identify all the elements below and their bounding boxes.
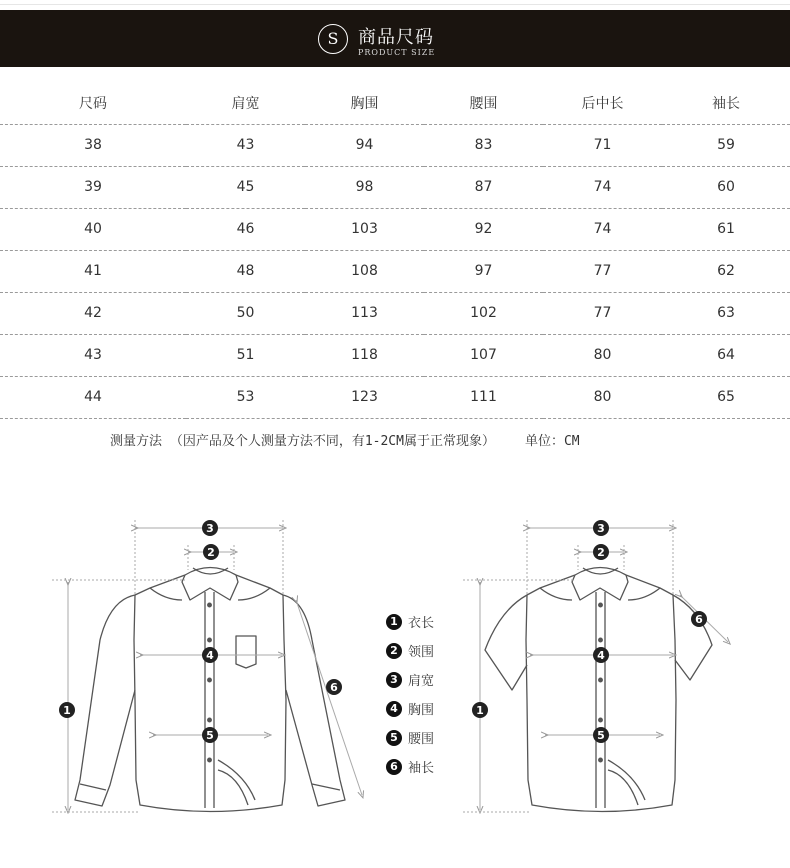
table-cell: 64 [717,347,735,363]
table-cell: 39 [84,179,102,195]
table-cell: 111 [470,389,497,405]
table-cell: 94 [355,137,374,153]
marker-3 [593,520,609,536]
table-cell: 118 [351,347,378,363]
table-cell: 80 [593,389,612,405]
table-cell: 113 [351,305,378,321]
table-cell: 42 [84,305,102,321]
table-cell: 48 [236,263,255,279]
long-sleeve-markers [59,520,342,743]
table-cell: 74 [593,221,612,237]
long-sleeve-shirt-drawing [75,568,345,812]
header-back-length: 后中长 [581,95,624,112]
table-cell: 46 [236,221,255,237]
svg-text:3: 3 [597,522,605,535]
table-cell: 62 [717,263,735,279]
table-cell: 102 [470,305,497,321]
table-cell: 97 [474,263,493,279]
table-cell: 44 [84,389,102,405]
svg-text:5: 5 [206,729,214,742]
legend-label: 腰围 [408,732,435,747]
legend-item [386,723,434,752]
marker-1 [472,702,488,718]
table-cell: 59 [717,137,735,153]
short-sleeve-markers [472,520,707,743]
table-cell: 71 [593,137,612,153]
table-cell: 43 [236,137,255,153]
table-cell: 87 [474,179,493,195]
legend-label: 肩宽 [408,674,435,689]
svg-text:5: 5 [597,729,605,742]
legend-item [386,752,434,781]
table-cell: 40 [84,221,102,237]
table-cell: 50 [236,305,255,321]
legend-number: 4 [386,701,402,717]
table-cell: 63 [717,305,735,321]
table-cell: 74 [593,179,612,195]
table-cell: 83 [474,137,493,153]
legend-number: 5 [386,730,402,746]
table-cell: 123 [351,389,378,405]
marker-3 [202,520,218,536]
table-cell: 103 [351,221,378,237]
marker-5 [202,727,218,743]
table-cell: 43 [84,347,102,363]
table-cell: 38 [84,137,102,153]
table-cell: 107 [470,347,497,363]
measurement-method-text: 测量方法 （因产品及个人测量方法不同，有1-2CM属于正常现象） [110,434,495,449]
svg-text:6: 6 [330,681,338,694]
marker-4 [202,647,218,663]
header-waist: 腰围 [469,95,498,112]
legend-item [386,607,434,636]
marker-6 [326,679,342,695]
legend-label: 胸围 [408,703,435,718]
svg-text:2: 2 [597,546,605,559]
legend-label: 袖长 [408,761,435,776]
legend-number: 6 [386,759,402,775]
table-cell: 60 [717,179,735,195]
legend-item [386,636,434,665]
marker-5 [593,727,609,743]
table-cell: 98 [355,179,374,195]
svg-text:4: 4 [597,649,605,662]
marker-4 [593,647,609,663]
svg-text:6: 6 [695,613,703,626]
table-cell: 80 [593,347,612,363]
marker-2 [203,544,219,560]
svg-text:2: 2 [207,546,215,559]
table-cell: 108 [351,263,378,279]
table-cell: 77 [593,263,612,279]
legend-label: 衣长 [408,616,435,631]
legend-item [386,665,434,694]
table-cell: 41 [84,263,102,279]
short-sleeve-shirt-drawing [485,568,712,812]
marker-1 [59,702,75,718]
legend-number: 3 [386,672,402,688]
measurement-legend [386,607,434,781]
table-cell: 77 [593,305,612,321]
table-cell: 65 [717,389,735,405]
banner-subtitle: PRODUCT SIZE [358,48,436,57]
table-cell: 53 [236,389,255,405]
legend-number: 2 [386,643,402,659]
marker-2 [593,544,609,560]
table-cell: 51 [236,347,255,363]
legend-number: 1 [386,614,402,630]
unit-text: 单位：CM [524,434,580,449]
header-shoulder: 肩宽 [231,95,260,112]
marker-6 [691,611,707,627]
legend-item [386,694,434,723]
svg-text:1: 1 [63,704,71,717]
table-cell: 61 [717,221,735,237]
svg-text:4: 4 [206,649,214,662]
size-logo-icon: S [318,24,348,54]
svg-text:1: 1 [476,704,484,717]
long-sleeve-measure-lines [52,520,362,812]
table-cell: 45 [236,179,255,195]
table-cell: 92 [474,221,493,237]
header-chest: 胸围 [350,95,379,112]
header-sleeve: 袖长 [712,95,740,112]
legend-label: 领围 [408,645,435,660]
banner-title: 商品尺码 [358,27,434,48]
header-size: 尺码 [79,95,107,112]
svg-text:3: 3 [206,522,214,535]
